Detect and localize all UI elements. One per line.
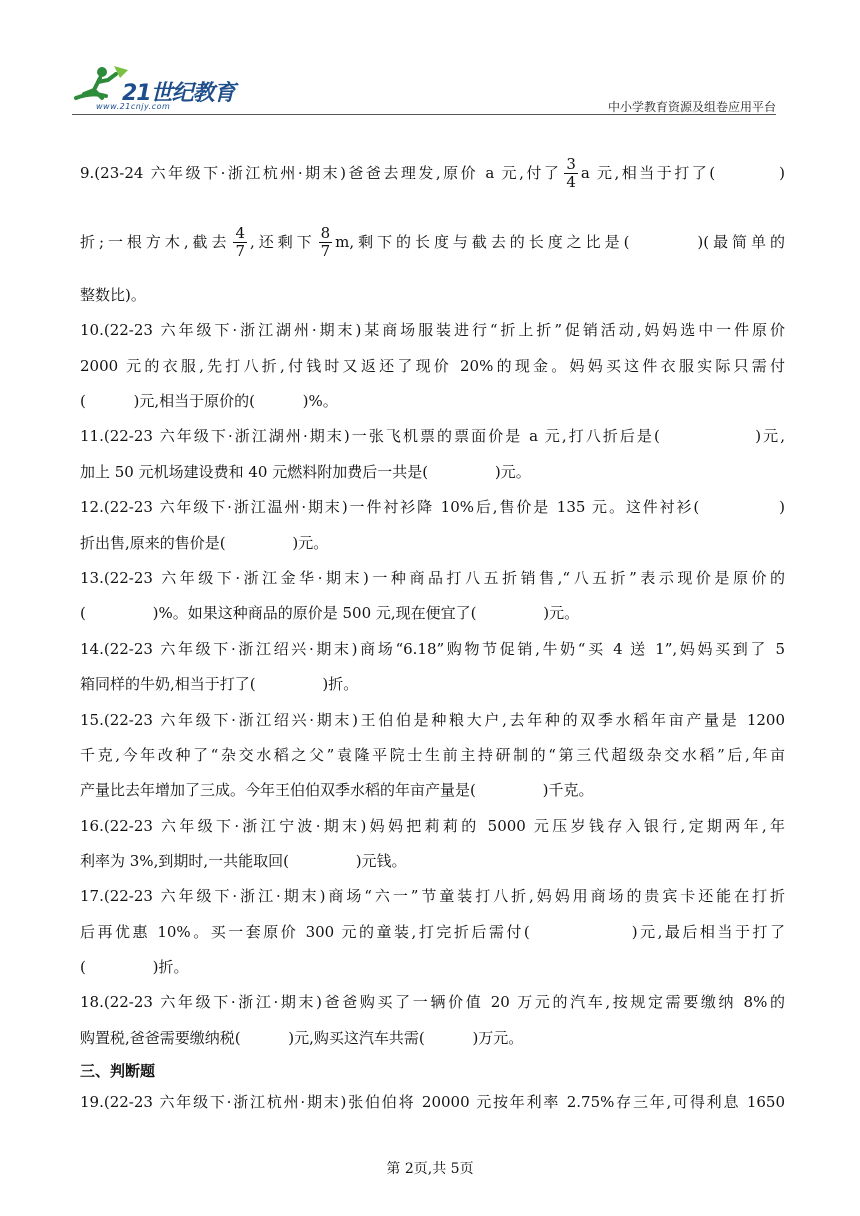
q11-line2: 加上 50 元机场建设费和 40 元燃料附加费后一共是( )元。 (80, 463, 531, 481)
platform-title: 中小学教育资源及组卷应用平台 (607, 100, 776, 114)
q17-line3: ( )折。 (80, 958, 189, 976)
q9-text-g: )(最简单的 (697, 232, 785, 251)
q9-line1 (80, 156, 785, 192)
q17-line1: 17.(22-23 六年级下·浙江·期末)商场“六一”节童装打八折,妈妈用商场的贵宾卡还能在打折 (80, 887, 785, 905)
q15-line3: 产量比去年增加了三成。今年王伯伯双季水稻的年亩产量是( )千克。 (80, 781, 594, 799)
q16-line2: 利率为 3%,到期时,一共能取回( )元钱。 (80, 852, 407, 870)
q19-line1: 19.(22-23 六年级下·浙江杭州·期末)张伯伯将 20000 元按年利率 2.75%存三年,可得利息 1650 (80, 1093, 785, 1111)
q10-line3: ( )元,相当于原价的( )%。 (80, 392, 338, 410)
q17-line2: 后再优惠 10%。买一套原价 300 元的童装,打完折后需付( )元,最后相当于打了 (80, 923, 785, 941)
logo-url: www.21cnjy.com (96, 102, 171, 111)
q9-text-e: ,还剩下 (250, 232, 316, 251)
q9-line3: 整数比)。 (80, 286, 146, 304)
q18-line1: 18.(22-23 六年级下·浙江·期末)爸爸购买了一辆价值 20 万元的汽车,按规定需要缴纳 8%的 (80, 993, 785, 1011)
q13-line2: ( )%。如果这种商品的原价是 500 元,现在便宜了( )元。 (80, 604, 580, 622)
q15-line1: 15.(22-23 六年级下·浙江绍兴·期末)王伯伯是种粮大户,去年种的双季水稻年亩产量是 1200 (80, 711, 785, 729)
fraction-3-4: $\frac{3}{4}$ (566, 155, 576, 192)
header-divider (72, 114, 776, 115)
q11-line1: 11.(22-23 六年级下·浙江湖州·期末)一张飞机票的票面价是 a 元,打八折后是( )元, (80, 427, 785, 445)
logo (72, 62, 252, 110)
section-heading-judgment: 三、判断题 (80, 1062, 156, 1080)
q10-line2: 2000 元的衣服,先打八折,付钱时又返还了现价 20%的现金。妈妈买这件衣服实际只需付 (80, 357, 785, 375)
q13-line1: 13.(22-23 六年级下·浙江金华·期末)一种商品打八五折销售,“八五折”表示现价是原价的 (80, 569, 785, 587)
q9-text-f: m,剩下的长度与截去的长度之比是( (335, 232, 630, 251)
q12-line2: 折出售,原来的售价是( )元。 (80, 534, 329, 552)
q10-line1: 10.(22-23 六年级下·浙江湖州·期末)某商场服装进行“折上折”促销活动,妈妈选中一件原价 (80, 321, 785, 339)
fraction-8-7: $\frac{8}{7}$ (320, 224, 331, 261)
page-header (72, 62, 776, 116)
fraction-4-7: $\frac{4}{7}$ (235, 224, 246, 261)
q9-text-b: a 元,相当于打了( (580, 163, 716, 182)
q9-text-c: ) (779, 163, 785, 182)
q9-text-d: 折;一根方木,截去 (80, 232, 231, 251)
q14-line1: 14.(22-23 六年级下·浙江绍兴·期末)商场“6.18”购物节促销,牛奶“买 4 送 1”,妈妈买到了 5 (80, 640, 785, 658)
page-number: 第 2页,共 5页 (386, 1161, 474, 1177)
q12-line1: 12.(22-23 六年级下·浙江温州·期末)一件衬衫降 10%后,售价是 135 元。这件衬衫( ) (80, 498, 785, 516)
q14-line2: 箱同样的牛奶,相当于打了( )折。 (80, 675, 359, 693)
q18-line2: 购置税,爸爸需要缴纳税( )元,购买这汽车共需( )万元。 (80, 1029, 524, 1047)
q15-line2: 千克,今年改种了“杂交水稻之父”袁隆平院士生前主持研制的“第三代超级杂交水稻”后,年亩 (80, 746, 785, 764)
q16-line1: 16.(22-23 六年级下·浙江宁波·期末)妈妈把莉莉的 5000 元压岁钱存入银行,定期两年,年 (80, 817, 785, 835)
logo-text: 21世纪教育 (122, 81, 235, 106)
q9-line2 (80, 225, 785, 261)
q9-text-a: 9.(23-24 六年级下·浙江杭州·期末)爸爸去理发,原价 a 元,付了 (80, 163, 562, 182)
